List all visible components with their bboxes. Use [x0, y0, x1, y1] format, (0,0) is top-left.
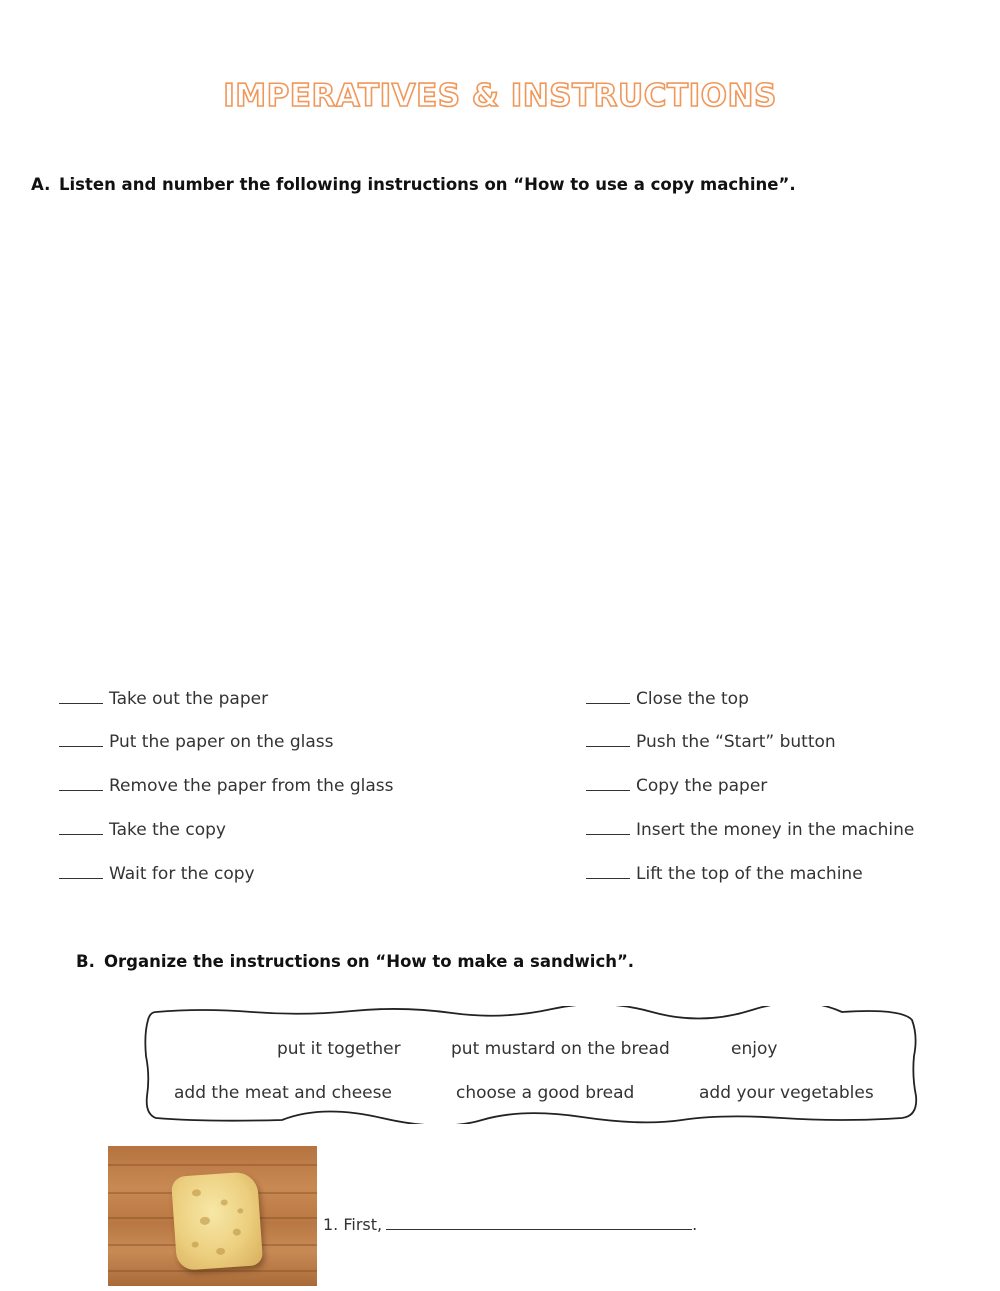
- worksheet-title: IMPERATIVES & INSTRUCTIONS: [223, 78, 777, 114]
- item-text: Push the “Start” button: [636, 732, 836, 752]
- word-bank-item[interactable]: put it together: [277, 1039, 401, 1059]
- right-item-1: [586, 688, 749, 709]
- step-1-blank[interactable]: [386, 1215, 692, 1230]
- step-1-end: .: [692, 1215, 698, 1234]
- section-a-letter: A.: [31, 175, 51, 194]
- item-text: Close the top: [636, 689, 749, 709]
- left-item-3: [59, 775, 393, 796]
- number-blank[interactable]: [586, 775, 630, 791]
- left-item-2: [59, 731, 333, 752]
- number-blank[interactable]: [586, 863, 630, 879]
- section-a-heading: [31, 175, 796, 194]
- section-b-letter: B.: [76, 952, 95, 971]
- item-text: Take out the paper: [109, 689, 269, 709]
- item-text: Take the copy: [109, 820, 226, 840]
- item-text: Lift the top of the machine: [636, 864, 863, 884]
- number-blank[interactable]: [586, 688, 630, 704]
- number-blank[interactable]: [59, 863, 103, 879]
- section-a-instruction: Listen and number the following instructions on “How to use a copy machine”.: [59, 175, 796, 194]
- number-blank[interactable]: [59, 731, 103, 747]
- number-blank[interactable]: [586, 731, 630, 747]
- right-item-3: [586, 775, 767, 796]
- right-item-5: [586, 863, 863, 884]
- word-bank-item[interactable]: put mustard on the bread: [451, 1039, 670, 1059]
- number-blank[interactable]: [59, 775, 103, 791]
- wavy-border: [142, 1006, 918, 1124]
- item-text: Copy the paper: [636, 776, 768, 796]
- left-item-4: [59, 819, 226, 840]
- number-blank[interactable]: [59, 819, 103, 835]
- item-text: Wait for the copy: [109, 864, 255, 884]
- number-blank[interactable]: [59, 688, 103, 704]
- section-b-heading: [76, 952, 634, 971]
- right-item-2: [586, 731, 836, 752]
- word-bank-box: [142, 1006, 918, 1124]
- left-item-1: [59, 688, 268, 709]
- item-text: Insert the money in the machine: [636, 820, 915, 840]
- bread-slice-image: [171, 1171, 263, 1271]
- word-bank-item[interactable]: choose a good bread: [456, 1083, 635, 1103]
- section-b-instruction: Organize the instructions on “How to make a sandwich”.: [104, 952, 635, 971]
- bread-photo: [108, 1146, 317, 1286]
- item-text: Put the paper on the glass: [109, 732, 334, 752]
- item-text: Remove the paper from the glass: [109, 776, 394, 796]
- step-1-answer: [323, 1215, 697, 1234]
- word-bank-item[interactable]: add the meat and cheese: [174, 1083, 392, 1103]
- left-item-5: [59, 863, 255, 884]
- word-bank-item[interactable]: enjoy: [731, 1039, 778, 1059]
- number-blank[interactable]: [586, 819, 630, 835]
- right-item-4: [586, 819, 914, 840]
- word-bank-item[interactable]: add your vegetables: [699, 1083, 874, 1103]
- step-1-label: 1. First,: [323, 1215, 383, 1234]
